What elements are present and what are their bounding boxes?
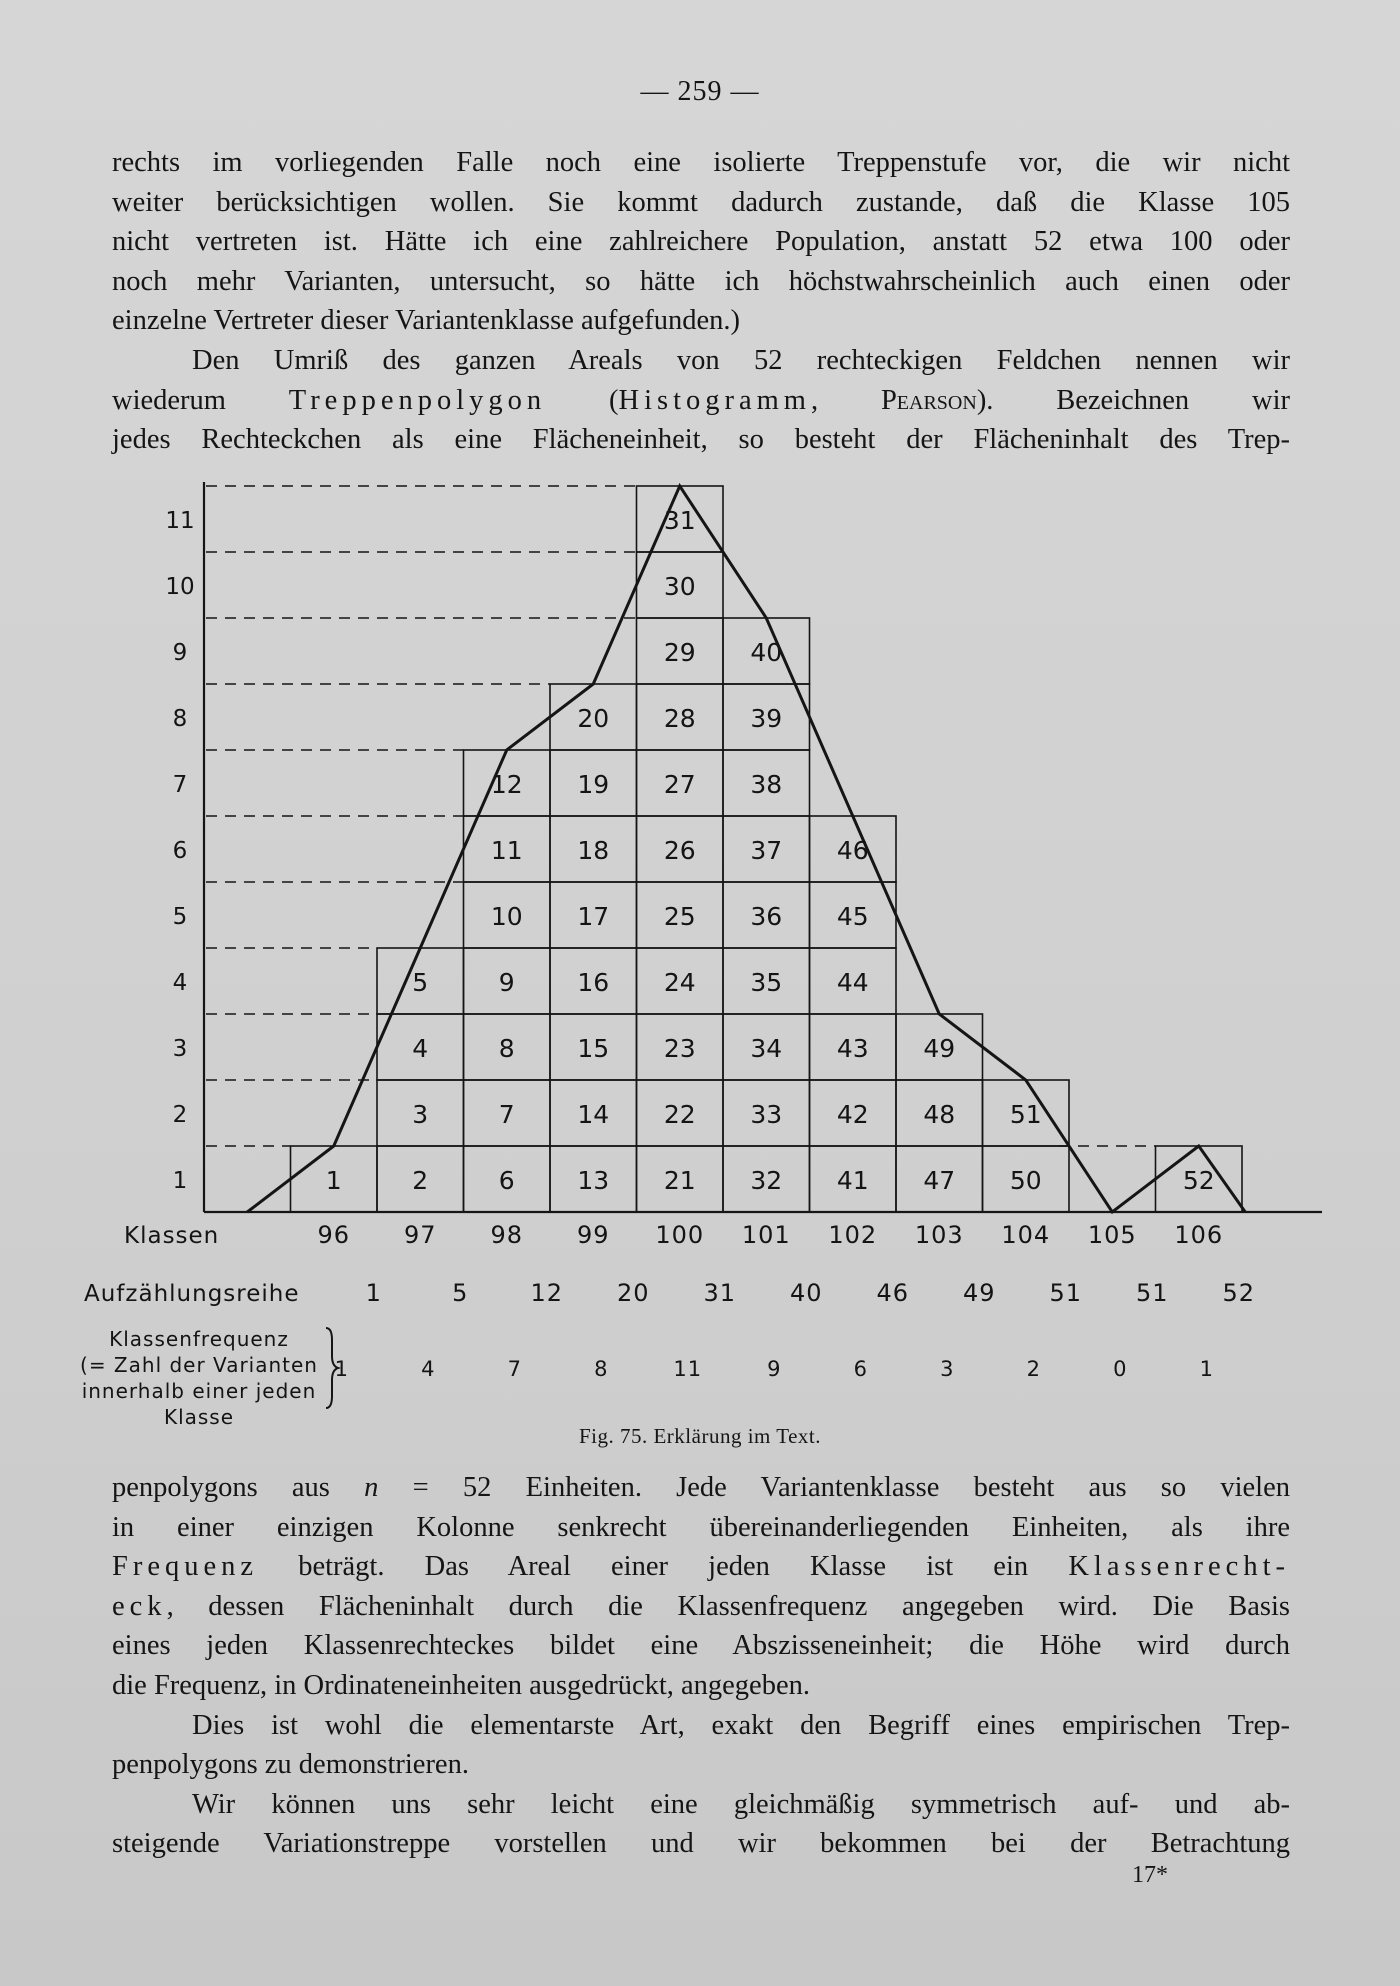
- cell-number: 5: [412, 968, 429, 997]
- text-line: die Frequenz, in Ordinateneinheiten ausgedrückt, angegeben.: [112, 1669, 810, 1701]
- y-tick-label: 10: [165, 574, 195, 600]
- class-frequency: 6: [853, 1357, 868, 1381]
- cell-number: 31: [663, 506, 696, 535]
- cell-number: 18: [577, 836, 610, 865]
- cell-number: 36: [750, 902, 783, 931]
- variable-n: n: [364, 1472, 379, 1503]
- cell-number: 46: [836, 836, 869, 865]
- class-label: 101: [741, 1221, 791, 1249]
- term-histogramm: Histogramm: [618, 384, 811, 416]
- cell-number: 27: [663, 770, 696, 799]
- term-klassenrechteck-end: eck: [112, 1590, 167, 1622]
- class-label: 106: [1174, 1221, 1224, 1249]
- cell-number: 20: [577, 704, 610, 733]
- cell-number: 47: [923, 1166, 956, 1195]
- text-fragment: ,: [810, 384, 881, 416]
- cell-number: 26: [663, 836, 696, 865]
- cell-number: 29: [663, 638, 696, 667]
- y-tick-label: 5: [172, 904, 188, 930]
- class-label: 104: [1001, 1221, 1051, 1249]
- class-frequency: 2: [1026, 1357, 1041, 1381]
- cell-number: 4: [412, 1034, 429, 1063]
- cell-number: 24: [663, 968, 696, 997]
- cell-number: 45: [836, 902, 869, 931]
- cell-number: 11: [490, 836, 523, 865]
- cell-number: 38: [750, 770, 783, 799]
- row-label-frequency: innerhalb einer jeden: [81, 1379, 317, 1403]
- cell-number: 52: [1182, 1166, 1215, 1195]
- cell-number: 28: [663, 704, 696, 733]
- cell-number: 1: [325, 1166, 342, 1195]
- cell-number: 13: [577, 1166, 610, 1195]
- author-pearson: Pearson: [880, 384, 977, 416]
- cell-number: 48: [923, 1100, 956, 1129]
- cell-number: 50: [1009, 1166, 1042, 1195]
- cell-number: 8: [498, 1034, 515, 1063]
- row-label-frequency: (= Zahl der Varianten: [80, 1353, 318, 1377]
- text-line: [112, 1547, 1290, 1587]
- y-tick-label: 3: [172, 1036, 188, 1062]
- cell-number: 44: [836, 968, 869, 997]
- cell-number: 16: [577, 968, 610, 997]
- cumulative-count: 52: [1222, 1279, 1256, 1307]
- class-label: 99: [576, 1221, 610, 1249]
- cumulative-count: 5: [452, 1279, 469, 1307]
- y-tick-label: 4: [172, 970, 188, 996]
- text-fragment: ). Bezeichnen wir: [976, 384, 1290, 416]
- cell-number: 9: [498, 968, 515, 997]
- class-label: 103: [914, 1221, 964, 1249]
- class-frequency: 4: [421, 1357, 436, 1381]
- class-frequency: 7: [507, 1357, 522, 1381]
- y-tick-label: 2: [172, 1102, 188, 1128]
- text-fragment: penpolygons aus: [112, 1472, 365, 1503]
- class-frequency: 11: [673, 1357, 703, 1381]
- cell-number: 41: [836, 1166, 869, 1195]
- cell-number: 43: [836, 1034, 869, 1063]
- class-label: 102: [828, 1221, 878, 1249]
- text-line: steigende Variationstreppe vorstellen und wir bekommen bei der Betrachtung: [112, 1828, 1290, 1860]
- intro-text: [112, 143, 1290, 460]
- cell-number: 37: [750, 836, 783, 865]
- text-line: eines jeden Klassenrechteckes bildet eine Abszisseneinheit; die Höhe wird durch: [112, 1630, 1290, 1662]
- class-frequency: 9: [767, 1357, 782, 1381]
- frequency-polygon: [247, 486, 1245, 1212]
- text-fragment: = 52 Einheiten. Jede Variantenklasse besteht aus so vielen: [378, 1472, 1290, 1503]
- text-fragment: , dessen Flächeninhalt durch die Klassenfrequenz angegeben wird. Die Basis: [166, 1590, 1290, 1622]
- cell-number: 6: [498, 1166, 515, 1195]
- signature-mark: 17*: [1132, 1862, 1168, 1888]
- cell-number: 33: [750, 1100, 783, 1129]
- row-label-frequency: Klasse: [163, 1405, 235, 1429]
- cell-number: 42: [836, 1100, 869, 1129]
- text-fragment: beträgt. Das Areal einer jeden Klasse ist ein: [258, 1551, 1069, 1583]
- class-label: 98: [490, 1221, 524, 1249]
- cumulative-count: 20: [616, 1279, 650, 1307]
- cell-number: 25: [663, 902, 696, 931]
- text-line: Wir können uns sehr leicht eine gleichmäßig symmetrisch auf- und ab-: [192, 1788, 1290, 1820]
- cell-number: 34: [750, 1034, 783, 1063]
- y-tick-label: 9: [172, 640, 188, 666]
- cell-number: 51: [1009, 1100, 1042, 1129]
- y-tick-label: 7: [172, 772, 188, 798]
- cumulative-count: 31: [703, 1279, 737, 1307]
- cell-number: 3: [412, 1100, 429, 1129]
- histogram-figure: [0, 470, 1400, 1430]
- cumulative-count: 51: [1049, 1279, 1083, 1307]
- y-tick-label: 8: [172, 706, 188, 732]
- cell-number: 19: [577, 770, 610, 799]
- cumulative-count: 40: [789, 1279, 823, 1307]
- polygon-line: [247, 486, 1245, 1212]
- cumulative-count: 1: [365, 1279, 382, 1307]
- text-line: penpolygons zu demonstrieren.: [112, 1749, 469, 1781]
- text-line: nicht vertreten ist. Hätte ich eine zahlreichere Population, anstatt 52 etwa 100 oder: [112, 226, 1290, 258]
- text-line: Dies ist wohl die elementarste Art, exakt den Begriff eines empirischen Trep-: [192, 1709, 1290, 1741]
- text-line: weiter berücksichtigen wollen. Sie kommt dadurch zustande, daß die Klasse 105: [112, 186, 1290, 218]
- y-tick-label: 11: [165, 508, 195, 534]
- class-label: 100: [655, 1221, 705, 1249]
- page-number: — 259 —: [640, 76, 760, 107]
- text-line: [112, 381, 1290, 421]
- class-label: 105: [1087, 1221, 1137, 1249]
- cumulative-count: 49: [962, 1279, 996, 1307]
- cell-number: 14: [577, 1100, 610, 1129]
- text-fragment: (: [546, 384, 619, 416]
- cell-number: 22: [663, 1100, 696, 1129]
- y-tick-label: 1: [172, 1168, 188, 1194]
- cell-number: 39: [750, 704, 783, 733]
- class-frequency: 1: [1199, 1357, 1214, 1381]
- class-frequency: 3: [940, 1357, 955, 1381]
- term-treppenpolygon: Treppenpolygon: [288, 384, 547, 416]
- figure-caption: Fig. 75. Erklärung im Text.: [578, 1424, 822, 1448]
- text-line: einzelne Vertreter dieser Variantenklasse aufgefunden.): [112, 305, 741, 337]
- cell-number: 35: [750, 968, 783, 997]
- row-label-cumulative: Aufzählungsreihe: [84, 1281, 300, 1307]
- body-text: [112, 1468, 1290, 1864]
- cumulative-count: 46: [876, 1279, 910, 1307]
- cell-number: 7: [498, 1100, 515, 1129]
- class-frequency: 1: [334, 1357, 349, 1381]
- cell-number: 17: [577, 902, 610, 931]
- cumulative-count: 51: [1135, 1279, 1169, 1307]
- row-label-frequency: Klassenfrequenz: [109, 1327, 289, 1351]
- text-line: noch mehr Varianten, untersucht, so hätte ich höchstwahrscheinlich auch einen oder: [112, 265, 1290, 297]
- y-tick-label: 6: [172, 838, 188, 864]
- text-line: rechts im vorliegenden Falle noch eine isolierte Treppenstufe vor, die wir nicht: [112, 147, 1290, 178]
- cell-number: 10: [490, 902, 523, 931]
- cell-number: 40: [750, 638, 783, 667]
- class-label: 97: [403, 1221, 437, 1249]
- cell-number: 23: [663, 1034, 696, 1063]
- cumulative-count: 12: [530, 1279, 564, 1307]
- histogram-cell-numbers: [326, 506, 1215, 1195]
- text-line: in einer einzigen Kolonne senkrecht übereinanderliegenden Einheiten, als ihre: [112, 1511, 1290, 1543]
- text-line: jedes Rechteckchen als eine Flächeneinheit, so besteht der Flächeninhalt des Trep-: [112, 424, 1290, 456]
- class-label: 96: [317, 1221, 351, 1249]
- term-frequenz: Frequenz: [112, 1551, 259, 1583]
- class-frequency: 8: [594, 1357, 609, 1381]
- cell-number: 2: [412, 1166, 429, 1195]
- cell-number: 15: [577, 1034, 610, 1063]
- cell-number: 49: [923, 1034, 956, 1063]
- text-line: [112, 1587, 1290, 1627]
- text-line: [112, 1468, 1290, 1508]
- row-label-classes: Klassen: [124, 1223, 220, 1249]
- class-frequency: 0: [1113, 1357, 1128, 1381]
- term-klassenrechteck: Klassenrecht-: [1068, 1551, 1290, 1583]
- cell-number: 30: [663, 572, 696, 601]
- text-fragment: wiederum: [112, 384, 289, 416]
- cell-number: 32: [750, 1166, 783, 1195]
- text-line: Den Umriß des ganzen Areals von 52 rechteckigen Feldchen nennen wir: [192, 344, 1290, 376]
- cell-number: 21: [663, 1166, 696, 1195]
- cell-number: 12: [490, 770, 523, 799]
